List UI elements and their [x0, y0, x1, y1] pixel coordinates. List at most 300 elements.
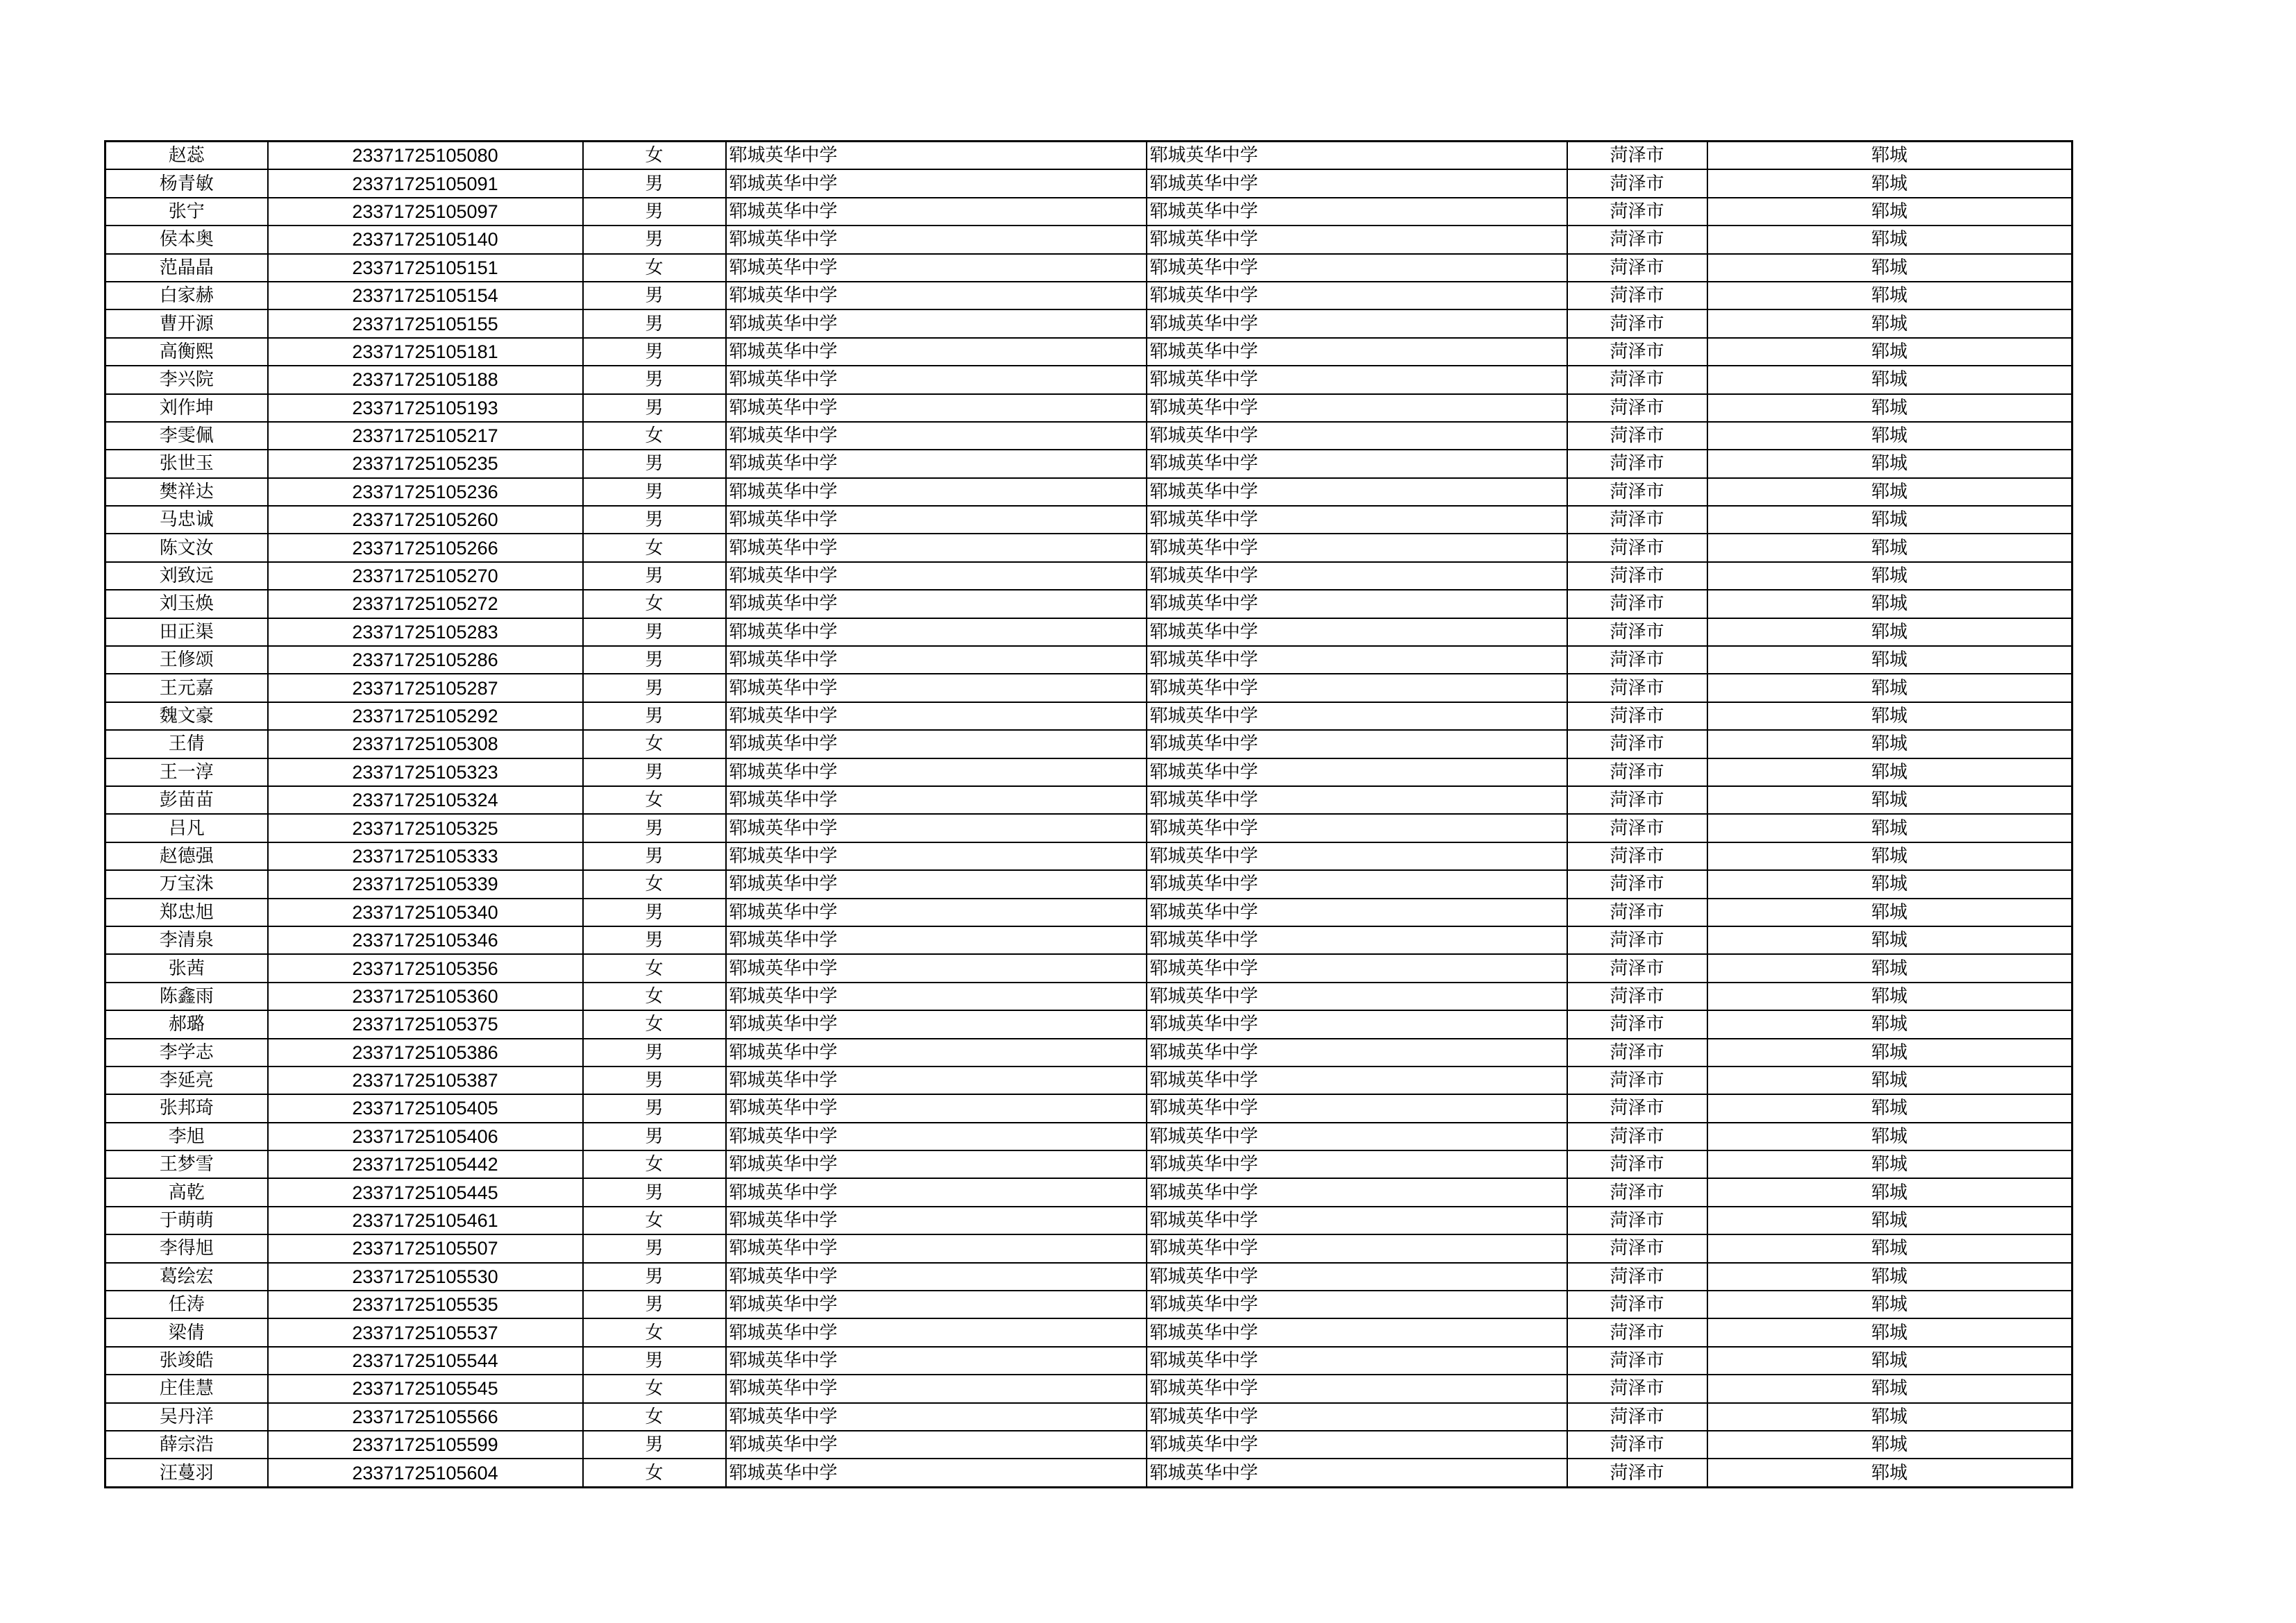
table-row — [105, 954, 2073, 982]
table-row — [105, 450, 2073, 477]
city-cell: 菏泽市 — [1567, 899, 1707, 926]
city-cell: 菏泽市 — [1567, 1291, 1707, 1318]
table-row — [105, 983, 2073, 1010]
name-cell: 刘玉焕 — [105, 590, 268, 618]
table-row — [105, 1123, 2073, 1150]
school-cell: 郓城英华中学 — [726, 702, 1147, 730]
name-cell: 樊祥达 — [105, 478, 268, 506]
exam-site-cell: 郓城英华中学 — [1147, 282, 1567, 309]
school-cell: 郓城英华中学 — [726, 954, 1147, 982]
name-cell: 曹开源 — [105, 309, 268, 337]
exam-id-cell: 23371725105308 — [268, 730, 583, 758]
county-cell: 郓城 — [1707, 870, 2073, 898]
exam-site-cell: 郓城英华中学 — [1147, 1291, 1567, 1318]
exam-site-cell: 郓城英华中学 — [1147, 1459, 1567, 1487]
school-cell: 郓城英华中学 — [726, 983, 1147, 1010]
name-cell: 张竣皓 — [105, 1347, 268, 1375]
school-cell: 郓城英华中学 — [726, 338, 1147, 366]
exam-id-cell: 23371725105544 — [268, 1347, 583, 1375]
exam-id-cell: 23371725105537 — [268, 1318, 583, 1346]
county-cell: 郓城 — [1707, 786, 2073, 814]
table-row — [105, 674, 2073, 702]
city-cell: 菏泽市 — [1567, 394, 1707, 422]
city-cell: 菏泽市 — [1567, 1375, 1707, 1402]
exam-site-cell: 郓城英华中学 — [1147, 478, 1567, 506]
county-cell: 郓城 — [1707, 674, 2073, 702]
school-cell: 郓城英华中学 — [726, 899, 1147, 926]
gender-cell: 男 — [583, 198, 726, 226]
exam-id-cell: 23371725105445 — [268, 1178, 583, 1206]
school-cell: 郓城英华中学 — [726, 758, 1147, 786]
county-cell: 郓城 — [1707, 618, 2073, 646]
exam-site-cell: 郓城英华中学 — [1147, 1207, 1567, 1234]
city-cell: 菏泽市 — [1567, 506, 1707, 534]
city-cell: 菏泽市 — [1567, 309, 1707, 337]
city-cell: 菏泽市 — [1567, 954, 1707, 982]
name-cell: 葛绘宏 — [105, 1263, 268, 1291]
city-cell: 菏泽市 — [1567, 618, 1707, 646]
name-cell: 庄佳慧 — [105, 1375, 268, 1402]
gender-cell: 男 — [583, 450, 726, 477]
gender-cell: 男 — [583, 562, 726, 590]
gender-cell: 女 — [583, 1459, 726, 1487]
name-cell: 张世玉 — [105, 450, 268, 477]
table-row — [105, 842, 2073, 870]
school-cell: 郓城英华中学 — [726, 1150, 1147, 1178]
county-cell: 郓城 — [1707, 1094, 2073, 1122]
school-cell: 郓城英华中学 — [726, 450, 1147, 477]
city-cell: 菏泽市 — [1567, 198, 1707, 226]
exam-site-cell: 郓城英华中学 — [1147, 309, 1567, 337]
city-cell: 菏泽市 — [1567, 478, 1707, 506]
gender-cell: 女 — [583, 590, 726, 618]
exam-site-cell: 郓城英华中学 — [1147, 338, 1567, 366]
school-cell: 郓城英华中学 — [726, 1347, 1147, 1375]
school-cell: 郓城英华中学 — [726, 309, 1147, 337]
county-cell: 郓城 — [1707, 1431, 2073, 1459]
gender-cell: 女 — [583, 254, 726, 282]
gender-cell: 男 — [583, 309, 726, 337]
county-cell: 郓城 — [1707, 338, 2073, 366]
table-row — [105, 646, 2073, 674]
exam-id-cell: 23371725105530 — [268, 1263, 583, 1291]
table-row — [105, 394, 2073, 422]
name-cell: 张邦琦 — [105, 1094, 268, 1122]
gender-cell: 男 — [583, 702, 726, 730]
exam-id-cell: 23371725105324 — [268, 786, 583, 814]
school-cell: 郓城英华中学 — [726, 1375, 1147, 1402]
city-cell: 菏泽市 — [1567, 1123, 1707, 1150]
gender-cell: 女 — [583, 142, 726, 170]
county-cell: 郓城 — [1707, 1207, 2073, 1234]
table-body — [105, 142, 2073, 1488]
table-row — [105, 1318, 2073, 1346]
gender-cell: 女 — [583, 730, 726, 758]
exam-site-cell: 郓城英华中学 — [1147, 422, 1567, 450]
table-row — [105, 814, 2073, 842]
table-row — [105, 1178, 2073, 1206]
name-cell: 万宝洙 — [105, 870, 268, 898]
gender-cell: 女 — [583, 983, 726, 1010]
gender-cell: 男 — [583, 226, 726, 253]
county-cell: 郓城 — [1707, 309, 2073, 337]
name-cell: 于萌萌 — [105, 1207, 268, 1234]
gender-cell: 男 — [583, 394, 726, 422]
school-cell: 郓城英华中学 — [726, 1403, 1147, 1431]
name-cell: 刘作坤 — [105, 394, 268, 422]
name-cell: 李延亮 — [105, 1067, 268, 1094]
city-cell: 菏泽市 — [1567, 1178, 1707, 1206]
exam-site-cell: 郓城英华中学 — [1147, 198, 1567, 226]
county-cell: 郓城 — [1707, 590, 2073, 618]
gender-cell: 男 — [583, 282, 726, 309]
exam-site-cell: 郓城英华中学 — [1147, 450, 1567, 477]
exam-id-cell: 23371725105091 — [268, 169, 583, 197]
city-cell: 菏泽市 — [1567, 1403, 1707, 1431]
city-cell: 菏泽市 — [1567, 983, 1707, 1010]
school-cell: 郓城英华中学 — [726, 926, 1147, 954]
name-cell: 侯本奥 — [105, 226, 268, 253]
gender-cell: 男 — [583, 758, 726, 786]
county-cell: 郓城 — [1707, 1318, 2073, 1346]
school-cell: 郓城英华中学 — [726, 1067, 1147, 1094]
gender-cell: 男 — [583, 1263, 726, 1291]
name-cell: 白家赫 — [105, 282, 268, 309]
exam-id-cell: 23371725105356 — [268, 954, 583, 982]
exam-site-cell: 郓城英华中学 — [1147, 758, 1567, 786]
county-cell: 郓城 — [1707, 1234, 2073, 1262]
county-cell: 郓城 — [1707, 1291, 2073, 1318]
exam-site-cell: 郓城英华中学 — [1147, 674, 1567, 702]
exam-id-cell: 23371725105286 — [268, 646, 583, 674]
school-cell: 郓城英华中学 — [726, 1431, 1147, 1459]
county-cell: 郓城 — [1707, 169, 2073, 197]
exam-site-cell: 郓城英华中学 — [1147, 562, 1567, 590]
table-row — [105, 534, 2073, 561]
school-cell: 郓城英华中学 — [726, 366, 1147, 393]
exam-site-cell: 郓城英华中学 — [1147, 983, 1567, 1010]
county-cell: 郓城 — [1707, 142, 2073, 170]
county-cell: 郓城 — [1707, 282, 2073, 309]
exam-id-cell: 23371725105599 — [268, 1431, 583, 1459]
gender-cell: 女 — [583, 954, 726, 982]
exam-site-cell: 郓城英华中学 — [1147, 366, 1567, 393]
exam-site-cell: 郓城英华中学 — [1147, 1347, 1567, 1375]
gender-cell: 女 — [583, 534, 726, 561]
exam-site-cell: 郓城英华中学 — [1147, 1039, 1567, 1067]
county-cell: 郓城 — [1707, 1178, 2073, 1206]
exam-id-cell: 23371725105155 — [268, 309, 583, 337]
exam-site-cell: 郓城英华中学 — [1147, 814, 1567, 842]
exam-site-cell: 郓城英华中学 — [1147, 169, 1567, 197]
table-row — [105, 1459, 2073, 1487]
county-cell: 郓城 — [1707, 506, 2073, 534]
school-cell: 郓城英华中学 — [726, 506, 1147, 534]
name-cell: 杨青敏 — [105, 169, 268, 197]
name-cell: 陈文汝 — [105, 534, 268, 561]
name-cell: 王倩 — [105, 730, 268, 758]
school-cell: 郓城英华中学 — [726, 226, 1147, 253]
city-cell: 菏泽市 — [1567, 702, 1707, 730]
table-row — [105, 282, 2073, 309]
name-cell: 高乾 — [105, 1178, 268, 1206]
name-cell: 李得旭 — [105, 1234, 268, 1262]
city-cell: 菏泽市 — [1567, 338, 1707, 366]
exam-id-cell: 23371725105442 — [268, 1150, 583, 1178]
name-cell: 李雯佩 — [105, 422, 268, 450]
gender-cell: 女 — [583, 1150, 726, 1178]
name-cell: 田正渠 — [105, 618, 268, 646]
city-cell: 菏泽市 — [1567, 1263, 1707, 1291]
gender-cell: 男 — [583, 169, 726, 197]
county-cell: 郓城 — [1707, 814, 2073, 842]
city-cell: 菏泽市 — [1567, 870, 1707, 898]
city-cell: 菏泽市 — [1567, 169, 1707, 197]
gender-cell: 男 — [583, 1094, 726, 1122]
table-row — [105, 1375, 2073, 1402]
school-cell: 郓城英华中学 — [726, 618, 1147, 646]
county-cell: 郓城 — [1707, 534, 2073, 561]
table-row — [105, 1347, 2073, 1375]
exam-id-cell: 23371725105154 — [268, 282, 583, 309]
school-cell: 郓城英华中学 — [726, 1263, 1147, 1291]
name-cell: 吴丹洋 — [105, 1403, 268, 1431]
county-cell: 郓城 — [1707, 226, 2073, 253]
gender-cell: 男 — [583, 842, 726, 870]
table-row — [105, 198, 2073, 226]
city-cell: 菏泽市 — [1567, 142, 1707, 170]
county-cell: 郓城 — [1707, 730, 2073, 758]
exam-id-cell: 23371725105339 — [268, 870, 583, 898]
city-cell: 菏泽市 — [1567, 1207, 1707, 1234]
name-cell: 王梦雪 — [105, 1150, 268, 1178]
school-cell: 郓城英华中学 — [726, 842, 1147, 870]
gender-cell: 男 — [583, 899, 726, 926]
city-cell: 菏泽市 — [1567, 1459, 1707, 1487]
gender-cell: 男 — [583, 926, 726, 954]
gender-cell: 男 — [583, 1291, 726, 1318]
name-cell: 刘致远 — [105, 562, 268, 590]
city-cell: 菏泽市 — [1567, 758, 1707, 786]
exam-id-cell: 23371725105360 — [268, 983, 583, 1010]
exam-site-cell: 郓城英华中学 — [1147, 142, 1567, 170]
gender-cell: 男 — [583, 1234, 726, 1262]
name-cell: 张宁 — [105, 198, 268, 226]
exam-site-cell: 郓城英华中学 — [1147, 954, 1567, 982]
exam-id-cell: 23371725105080 — [268, 142, 583, 170]
exam-id-cell: 23371725105151 — [268, 254, 583, 282]
school-cell: 郓城英华中学 — [726, 814, 1147, 842]
gender-cell: 男 — [583, 1431, 726, 1459]
table-row — [105, 1263, 2073, 1291]
exam-site-cell: 郓城英华中学 — [1147, 534, 1567, 561]
exam-site-cell: 郓城英华中学 — [1147, 646, 1567, 674]
city-cell: 菏泽市 — [1567, 786, 1707, 814]
name-cell: 李兴院 — [105, 366, 268, 393]
city-cell: 菏泽市 — [1567, 282, 1707, 309]
table-row — [105, 1010, 2073, 1038]
school-cell: 郓城英华中学 — [726, 534, 1147, 561]
school-cell: 郓城英华中学 — [726, 646, 1147, 674]
table-row — [105, 562, 2073, 590]
table-row — [105, 899, 2073, 926]
exam-site-cell: 郓城英华中学 — [1147, 1123, 1567, 1150]
school-cell: 郓城英华中学 — [726, 478, 1147, 506]
city-cell: 菏泽市 — [1567, 730, 1707, 758]
exam-site-cell: 郓城英华中学 — [1147, 506, 1567, 534]
name-cell: 李清泉 — [105, 926, 268, 954]
exam-site-cell: 郓城英华中学 — [1147, 1178, 1567, 1206]
exam-site-cell: 郓城英华中学 — [1147, 1010, 1567, 1038]
city-cell: 菏泽市 — [1567, 646, 1707, 674]
exam-id-cell: 23371725105292 — [268, 702, 583, 730]
school-cell: 郓城英华中学 — [726, 254, 1147, 282]
exam-id-cell: 23371725105272 — [268, 590, 583, 618]
gender-cell: 男 — [583, 1123, 726, 1150]
exam-site-cell: 郓城英华中学 — [1147, 1403, 1567, 1431]
gender-cell: 男 — [583, 814, 726, 842]
school-cell: 郓城英华中学 — [726, 1178, 1147, 1206]
city-cell: 菏泽市 — [1567, 422, 1707, 450]
city-cell: 菏泽市 — [1567, 674, 1707, 702]
table-row — [105, 1291, 2073, 1318]
county-cell: 郓城 — [1707, 1039, 2073, 1067]
name-cell: 汪蔓羽 — [105, 1459, 268, 1487]
school-cell: 郓城英华中学 — [726, 394, 1147, 422]
gender-cell: 女 — [583, 786, 726, 814]
table-row — [105, 1403, 2073, 1431]
table-row — [105, 309, 2073, 337]
exam-site-cell: 郓城英华中学 — [1147, 870, 1567, 898]
exam-site-cell: 郓城英华中学 — [1147, 786, 1567, 814]
exam-id-cell: 23371725105340 — [268, 899, 583, 926]
exam-site-cell: 郓城英华中学 — [1147, 899, 1567, 926]
county-cell: 郓城 — [1707, 1403, 2073, 1431]
name-cell: 范晶晶 — [105, 254, 268, 282]
table-row — [105, 169, 2073, 197]
school-cell: 郓城英华中学 — [726, 142, 1147, 170]
school-cell: 郓城英华中学 — [726, 1207, 1147, 1234]
gender-cell: 女 — [583, 1375, 726, 1402]
school-cell: 郓城英华中学 — [726, 562, 1147, 590]
city-cell: 菏泽市 — [1567, 1347, 1707, 1375]
gender-cell: 男 — [583, 618, 726, 646]
exam-site-cell: 郓城英华中学 — [1147, 702, 1567, 730]
gender-cell: 男 — [583, 1067, 726, 1094]
table-row — [105, 1234, 2073, 1262]
gender-cell: 男 — [583, 674, 726, 702]
school-cell: 郓城英华中学 — [726, 1291, 1147, 1318]
name-cell: 赵德强 — [105, 842, 268, 870]
table-row — [105, 422, 2073, 450]
gender-cell: 男 — [583, 1039, 726, 1067]
school-cell: 郓城英华中学 — [726, 1318, 1147, 1346]
table-row — [105, 926, 2073, 954]
city-cell: 菏泽市 — [1567, 366, 1707, 393]
exam-id-cell: 23371725105405 — [268, 1094, 583, 1122]
name-cell: 李学志 — [105, 1039, 268, 1067]
student-list-table — [104, 140, 2073, 1488]
county-cell: 郓城 — [1707, 366, 2073, 393]
table-row — [105, 506, 2073, 534]
exam-site-cell: 郓城英华中学 — [1147, 842, 1567, 870]
table-row — [105, 618, 2073, 646]
school-cell: 郓城英华中学 — [726, 1010, 1147, 1038]
city-cell: 菏泽市 — [1567, 562, 1707, 590]
gender-cell: 男 — [583, 338, 726, 366]
exam-site-cell: 郓城英华中学 — [1147, 618, 1567, 646]
name-cell: 高衡熙 — [105, 338, 268, 366]
county-cell: 郓城 — [1707, 394, 2073, 422]
school-cell: 郓城英华中学 — [726, 590, 1147, 618]
school-cell: 郓城英华中学 — [726, 1459, 1147, 1487]
city-cell: 菏泽市 — [1567, 842, 1707, 870]
name-cell: 陈鑫雨 — [105, 983, 268, 1010]
county-cell: 郓城 — [1707, 983, 2073, 1010]
city-cell: 菏泽市 — [1567, 1318, 1707, 1346]
table-row — [105, 758, 2073, 786]
exam-site-cell: 郓城英华中学 — [1147, 1067, 1567, 1094]
county-cell: 郓城 — [1707, 1123, 2073, 1150]
exam-id-cell: 23371725105333 — [268, 842, 583, 870]
exam-id-cell: 23371725105236 — [268, 478, 583, 506]
exam-id-cell: 23371725105535 — [268, 1291, 583, 1318]
city-cell: 菏泽市 — [1567, 1234, 1707, 1262]
table-row — [105, 702, 2073, 730]
exam-site-cell: 郓城英华中学 — [1147, 1234, 1567, 1262]
exam-site-cell: 郓城英华中学 — [1147, 1375, 1567, 1402]
exam-id-cell: 23371725105545 — [268, 1375, 583, 1402]
exam-id-cell: 23371725105235 — [268, 450, 583, 477]
county-cell: 郓城 — [1707, 954, 2073, 982]
city-cell: 菏泽市 — [1567, 1039, 1707, 1067]
gender-cell: 男 — [583, 1347, 726, 1375]
county-cell: 郓城 — [1707, 478, 2073, 506]
county-cell: 郓城 — [1707, 1150, 2073, 1178]
county-cell: 郓城 — [1707, 1067, 2073, 1094]
exam-id-cell: 23371725105323 — [268, 758, 583, 786]
school-cell: 郓城英华中学 — [726, 1234, 1147, 1262]
county-cell: 郓城 — [1707, 254, 2073, 282]
county-cell: 郓城 — [1707, 1375, 2073, 1402]
table-row — [105, 1150, 2073, 1178]
name-cell: 任涛 — [105, 1291, 268, 1318]
exam-id-cell: 23371725105604 — [268, 1459, 583, 1487]
name-cell: 梁倩 — [105, 1318, 268, 1346]
exam-id-cell: 23371725105387 — [268, 1067, 583, 1094]
city-cell: 菏泽市 — [1567, 590, 1707, 618]
name-cell: 马忠诚 — [105, 506, 268, 534]
exam-id-cell: 23371725105375 — [268, 1010, 583, 1038]
table-row — [105, 1431, 2073, 1459]
name-cell: 郑忠旭 — [105, 899, 268, 926]
exam-site-cell: 郓城英华中学 — [1147, 1318, 1567, 1346]
gender-cell: 女 — [583, 1403, 726, 1431]
gender-cell: 女 — [583, 1318, 726, 1346]
gender-cell: 男 — [583, 478, 726, 506]
gender-cell: 女 — [583, 1010, 726, 1038]
city-cell: 菏泽市 — [1567, 814, 1707, 842]
exam-id-cell: 23371725105181 — [268, 338, 583, 366]
city-cell: 菏泽市 — [1567, 254, 1707, 282]
exam-id-cell: 23371725105406 — [268, 1123, 583, 1150]
exam-site-cell: 郓城英华中学 — [1147, 394, 1567, 422]
exam-id-cell: 23371725105193 — [268, 394, 583, 422]
school-cell: 郓城英华中学 — [726, 282, 1147, 309]
table-row — [105, 338, 2073, 366]
school-cell: 郓城英华中学 — [726, 198, 1147, 226]
city-cell: 菏泽市 — [1567, 1431, 1707, 1459]
